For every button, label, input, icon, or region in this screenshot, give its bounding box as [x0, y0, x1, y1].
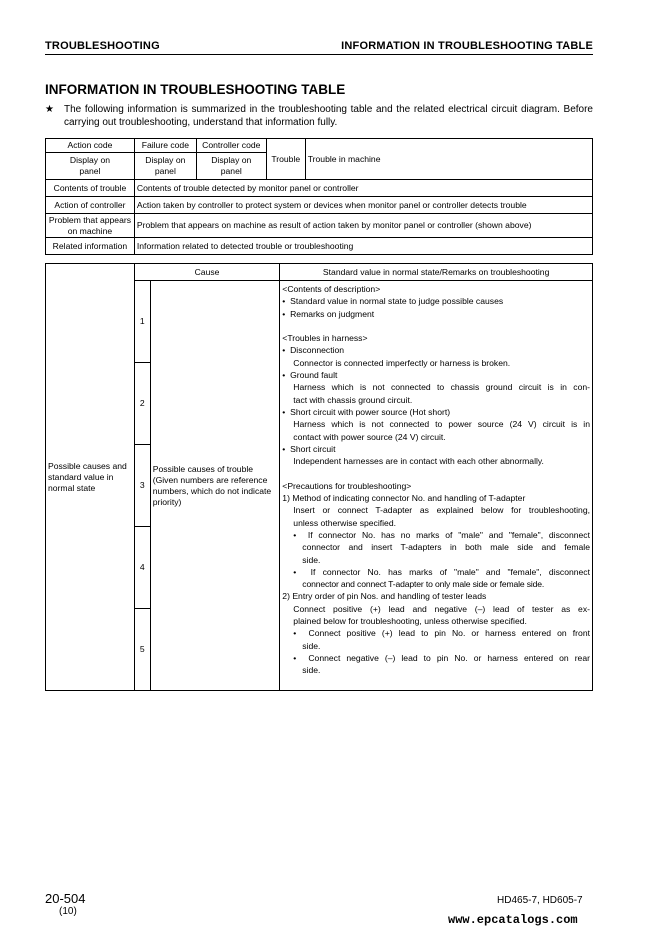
harness-text: Connector is connected imperfectly or harness is broken. — [293, 357, 511, 368]
failure-display-cell: Display on panel — [134, 153, 196, 180]
possible-causes-label: Possible causes and standard value in normal state — [46, 264, 135, 691]
row-value: Information related to detected trouble or troubleshooting — [134, 238, 592, 255]
info-table — [45, 138, 593, 255]
harness-text: Harness which is not connected to power source (24 V) circuit is in — [293, 419, 590, 430]
cause-number: 4 — [134, 527, 150, 609]
row-value: Problem that appears on machine as result of action taken by monitor panel or controller (shown above) — [134, 214, 592, 238]
precaution-text: connector and insert T-adapters in both male side and female — [302, 542, 590, 553]
page-revision: (10) — [59, 906, 77, 917]
bullet-item: • Connect positive (+) lead to pin No. or harness entered on front — [293, 628, 590, 639]
row-value: Action taken by controller to protect system or devices when monitor panel or controller detects trouble — [134, 197, 592, 214]
bullet-item: • If connector No. has marks of "male" and "female", disconnect — [293, 566, 590, 577]
bullet-item: • Disconnection — [282, 345, 345, 356]
precaution-title: 1) Method of indicating connector No. and handling of T-adapter — [282, 493, 526, 504]
cause-number: 3 — [134, 445, 150, 527]
action-display-cell: Display on panel — [46, 153, 135, 180]
failure-code-header: Failure code — [134, 139, 196, 153]
precaution-text: Insert or connect T-adapter as explained below for troubleshooting, — [293, 505, 590, 516]
action-code-header: Action code — [46, 139, 135, 153]
precaution-text: side. — [302, 554, 321, 565]
row-label: Problem that appears on machine — [46, 214, 135, 238]
precaution-title: 2) Entry order of pin Nos. and handling of tester leads — [282, 591, 487, 602]
star-icon: ★ — [45, 104, 54, 115]
harness-text: Independent harnesses are in contact with each other abnormally. — [293, 456, 544, 467]
model-numbers: HD465-7, HD605-7 — [497, 895, 583, 906]
precaution-text: side. — [302, 640, 321, 651]
precaution-text: connector and connect T-adapter to only male side or female side. — [302, 579, 545, 590]
cause-header: Cause — [134, 264, 280, 281]
bullet-item: • Connect negative (–) lead to pin No. or harness entered on rear — [293, 652, 590, 663]
page-number: 20-504 — [45, 891, 86, 906]
header-rule — [45, 54, 593, 55]
precaution-text: side. — [302, 665, 321, 676]
trouble-in-machine-cell: Trouble in machine — [305, 139, 592, 180]
harness-heading: <Troubles in harness> — [282, 333, 368, 344]
bullet-item: • Short circuit with power source (Hot short) — [282, 406, 451, 417]
trouble-header: Trouble — [266, 139, 305, 180]
cause-number: 2 — [134, 363, 150, 445]
harness-text: Harness which is not connected to chassis ground circuit is in con- — [293, 382, 590, 393]
bullet-item: • Standard value in normal state to judge possible causes — [282, 296, 504, 307]
row-value: Contents of trouble detected by monitor panel or controller — [134, 180, 592, 197]
row-label: Related information — [46, 238, 135, 255]
precaution-text: plained below for troubleshooting, unless otherwise specified. — [293, 616, 527, 627]
cause-table — [45, 263, 593, 691]
remarks-cell — [280, 281, 593, 691]
row-label: Action of controller — [46, 197, 135, 214]
description-heading: <Contents of description> — [282, 284, 381, 294]
controller-display-cell: Display on panel — [196, 153, 266, 180]
bullet-item: • Ground fault — [282, 370, 338, 381]
intro-paragraph — [45, 103, 593, 129]
running-header-right: INFORMATION IN TROUBLESHOOTING TABLE — [341, 40, 593, 52]
harness-text: tact with chassis ground circuit. — [293, 394, 413, 405]
watermark-url: www.epcatalogs.com — [448, 913, 578, 927]
controller-code-header: Controller code — [196, 139, 266, 153]
harness-text: contact with power source (24 V) circuit. — [293, 431, 446, 442]
bullet-item: • Remarks on judgment — [282, 308, 375, 319]
cause-number: 1 — [134, 281, 150, 363]
row-label: Contents of trouble — [46, 180, 135, 197]
section-title: INFORMATION IN TROUBLESHOOTING TABLE — [45, 82, 346, 97]
bullet-item: • Short circuit — [282, 443, 336, 454]
running-header-left: TROUBLESHOOTING — [45, 40, 160, 52]
bullet-item: • If connector No. has no marks of "male" and "female", disconnect — [293, 529, 590, 540]
intro-text: The following information is summarized in the troubleshooting table and the related electrical circuit diagram. Before carrying out troubleshooting, understand that information fully. — [64, 104, 593, 128]
precaution-text: Connect positive (+) lead and negative (–) lead of tester as ex- — [293, 603, 590, 614]
cause-number: 5 — [134, 609, 150, 691]
precaution-text: unless otherwise specified. — [293, 517, 396, 528]
precautions-heading: <Precautions for troubleshooting> — [282, 480, 412, 491]
possible-causes-text: Possible causes of trouble (Given numbers are reference numbers, which do not indicate priority) — [150, 281, 280, 691]
standard-value-header: Standard value in normal state/Remarks on troubleshooting — [280, 264, 593, 281]
